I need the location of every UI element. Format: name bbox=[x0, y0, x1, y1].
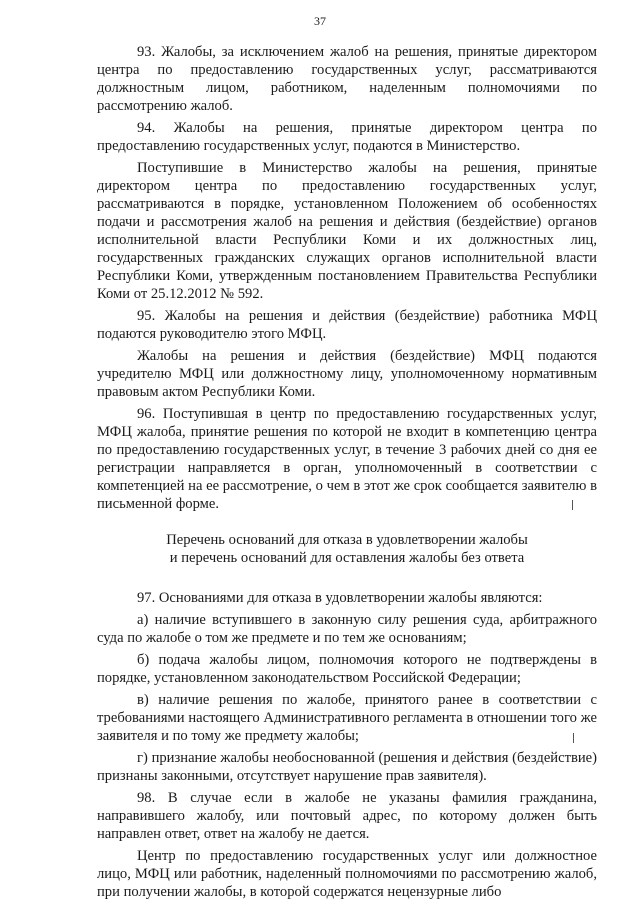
section-heading-line-1: Перечень оснований для отказа в удовлетворении жалобы bbox=[166, 532, 528, 548]
paragraph-96: 96. Поступившая в центр по предоставлению государственных услуг, МФЦ жалоба, принятие решения по которой не входит в компетенцию центра по предоставлению государственных услуг, в течение 3 рабочих дней со дня ее регистрации направляется в орган, уполномоченный в соответствии с компетенцией на ее рассмотрение, о чем в этот же срок сообщается заявителю в письменной форме. bbox=[97, 406, 597, 512]
section-heading bbox=[97, 531, 597, 567]
paragraph-95-mfc-founder: Жалобы на решения и действия (бездействие) МФЦ подаются учредителю МФЦ или должностному лицу, уполномоченному нормативным правовым актом Республики Коми. bbox=[97, 348, 597, 400]
paragraph-97-item-g: г) признание жалобы необоснованной (решения и действия (бездействие) признаны законными, отсутствует нарушение прав заявителя). bbox=[97, 750, 597, 784]
scan-mark bbox=[572, 500, 573, 510]
paragraph-94: 94. Жалобы на решения, принятые директором центра по предоставлению государственных услуг, подаются в Министерство. bbox=[97, 120, 597, 154]
paragraph-93: 93. Жалобы, за исключением жалоб на решения, принятые директором центра по предоставлению государственных услуг, рассматриваются должностным лицом, работником, наделенным полномочиями по рассмотрению жалоб. bbox=[97, 44, 597, 114]
paragraph-97: 97. Основаниями для отказа в удовлетворении жалобы являются: bbox=[137, 590, 543, 606]
page-number: 37 bbox=[314, 14, 326, 28]
paragraph-97-item-a: а) наличие вступившего в законную силу решения суда, арбитражного суда по жалобе о том же предмете и по тем же основаниям; bbox=[97, 612, 597, 646]
document-body bbox=[97, 43, 597, 905]
paragraph-94-ministry-review: Поступившие в Министерство жалобы на решения, принятые директором центра по предоставлению государственных услуг, рассматриваются в порядке, установленном Положением об особенностях подачи и рассмотрения жалоб на решения и действия (бездействие) органов исполнительной власти Республики Коми и их должностных лиц, государственных гражданских служащих органов исполнительной власти Республики Коми, утвержденным постановлением Правительства Республики Коми от 25.12.2012 № 592. bbox=[97, 160, 597, 302]
paragraph-98: 98. В случае если в жалобе не указаны фамилия гражданина, направившего жалобу, или почтовый адрес, по которому должен быть направлен ответ, ответ на жалобу не дается. bbox=[97, 790, 597, 842]
paragraph-95: 95. Жалобы на решения и действия (бездействие) работника МФЦ подаются руководителю этого МФЦ. bbox=[97, 308, 597, 342]
paragraph-97-item-b: б) подача жалобы лицом, полномочия которого не подтверждены в порядке, установленном законодательством Российской Федерации; bbox=[97, 652, 597, 686]
paragraph-98-obscene-language: Центр по предоставлению государственных услуг или должностное лицо, МФЦ или работник, наделенный полномочиями по рассмотрению жалоб, при получении жалобы, в которой содержатся нецензурные либо bbox=[97, 848, 597, 900]
scan-mark bbox=[573, 733, 574, 743]
section-heading-line-2: и перечень оснований для оставления жалобы без ответа bbox=[169, 550, 525, 566]
paragraph-97-item-v: в) наличие решения по жалобе, принятого ранее в соответствии с требованиями настоящего Административного регламента в отношении того же заявителя и по тому же предмету жалобы; bbox=[97, 692, 597, 744]
